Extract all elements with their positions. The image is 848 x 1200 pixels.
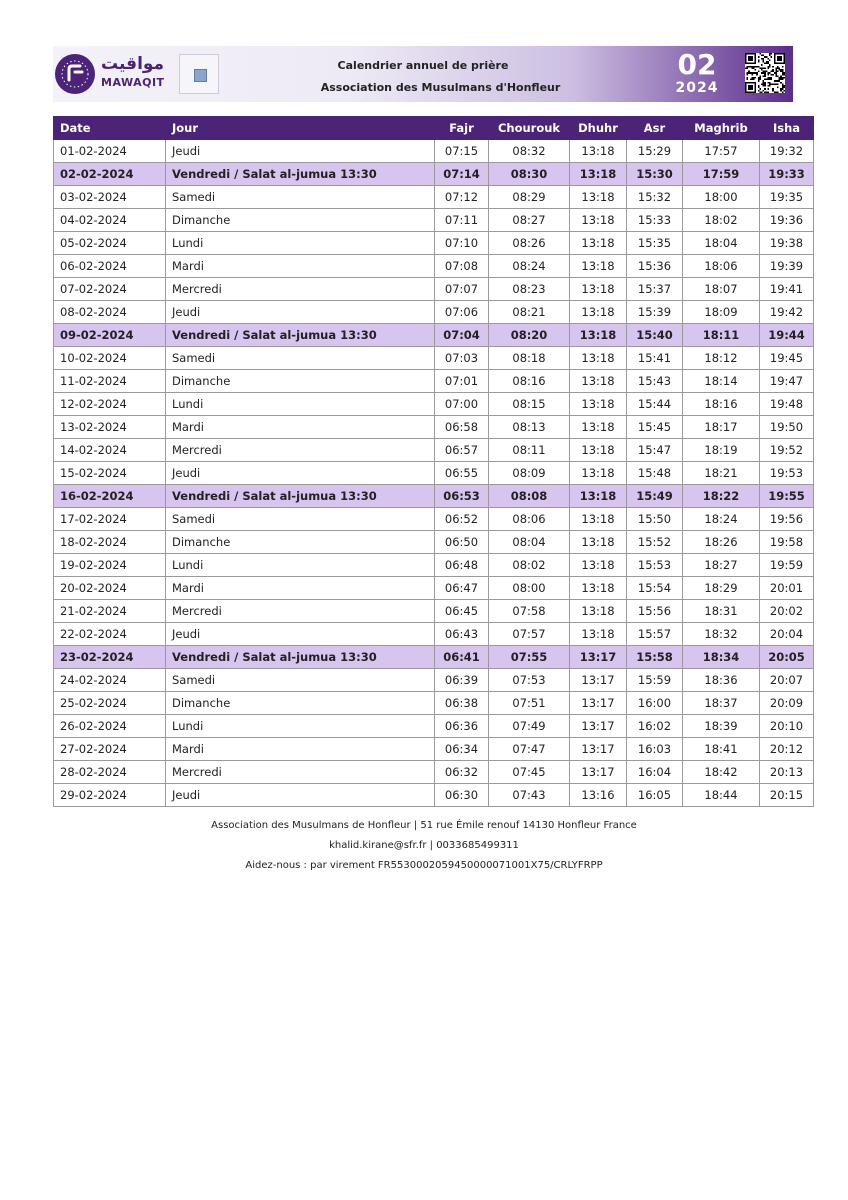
cell-date: 12-02-2024	[54, 393, 166, 416]
cell-chourouk: 08:04	[489, 531, 570, 554]
cell-maghrib: 18:37	[683, 692, 760, 715]
cell-fajr: 06:47	[435, 577, 489, 600]
cell-chourouk: 07:57	[489, 623, 570, 646]
table-row	[54, 416, 814, 439]
footer-address: Association des Musulmans de Honfleur | 51 rue Émile renouf 14130 Honfleur France	[211, 820, 637, 831]
cell-fajr: 06:50	[435, 531, 489, 554]
cell-chourouk: 08:27	[489, 209, 570, 232]
cell-chourouk: 08:21	[489, 301, 570, 324]
header-chourouk: Chourouk	[489, 117, 570, 140]
cell-date: 07-02-2024	[54, 278, 166, 301]
cell-chourouk: 08:15	[489, 393, 570, 416]
table-row	[54, 784, 814, 807]
cell-isha: 19:39	[760, 255, 814, 278]
table-row	[54, 531, 814, 554]
cell-jour: Dimanche	[166, 692, 435, 715]
cell-fajr: 06:52	[435, 508, 489, 531]
cell-fajr: 07:15	[435, 140, 489, 163]
cell-jour: Mercredi	[166, 439, 435, 462]
cell-jour: Mardi	[166, 577, 435, 600]
cell-dhuhr: 13:18	[570, 439, 627, 462]
cell-date: 24-02-2024	[54, 669, 166, 692]
qr-code-icon	[745, 53, 785, 93]
cell-date: 10-02-2024	[54, 347, 166, 370]
cell-asr: 15:59	[627, 669, 683, 692]
month-number: 02	[677, 48, 717, 81]
cell-dhuhr: 13:17	[570, 761, 627, 784]
cell-jour: Lundi	[166, 393, 435, 416]
cell-chourouk: 08:20	[489, 324, 570, 347]
cell-asr: 15:43	[627, 370, 683, 393]
table-row	[54, 485, 814, 508]
cell-jour: Mercredi	[166, 278, 435, 301]
cell-jour: Vendredi / Salat al-jumua 13:30	[166, 485, 435, 508]
table-row	[54, 554, 814, 577]
cell-fajr: 06:30	[435, 784, 489, 807]
cell-fajr: 06:34	[435, 738, 489, 761]
cell-date: 27-02-2024	[54, 738, 166, 761]
cell-isha: 19:52	[760, 439, 814, 462]
cell-maghrib: 18:02	[683, 209, 760, 232]
cell-asr: 15:29	[627, 140, 683, 163]
cell-fajr: 07:07	[435, 278, 489, 301]
cell-jour: Jeudi	[166, 301, 435, 324]
cell-dhuhr: 13:18	[570, 278, 627, 301]
cell-isha: 20:13	[760, 761, 814, 784]
header-maghrib: Maghrib	[683, 117, 760, 140]
cell-asr: 15:39	[627, 301, 683, 324]
cell-maghrib: 17:57	[683, 140, 760, 163]
cell-asr: 15:49	[627, 485, 683, 508]
cell-dhuhr: 13:18	[570, 416, 627, 439]
cell-isha: 19:45	[760, 347, 814, 370]
cell-asr: 15:41	[627, 347, 683, 370]
cell-isha: 19:44	[760, 324, 814, 347]
cell-date: 22-02-2024	[54, 623, 166, 646]
cell-isha: 20:10	[760, 715, 814, 738]
cell-isha: 19:32	[760, 140, 814, 163]
cell-fajr: 06:48	[435, 554, 489, 577]
table-header-row	[54, 117, 814, 140]
footer-donation: Aidez-nous : par virement FR5530002059450000071001X75/CRLYFRPP	[245, 860, 603, 871]
cell-date: 04-02-2024	[54, 209, 166, 232]
cell-isha: 20:04	[760, 623, 814, 646]
cell-date: 17-02-2024	[54, 508, 166, 531]
cell-jour: Jeudi	[166, 623, 435, 646]
cell-asr: 16:04	[627, 761, 683, 784]
cell-dhuhr: 13:18	[570, 508, 627, 531]
cell-dhuhr: 13:18	[570, 140, 627, 163]
cell-chourouk: 08:29	[489, 186, 570, 209]
header-dhuhr: Dhuhr	[570, 117, 627, 140]
cell-asr: 15:33	[627, 209, 683, 232]
cell-jour: Dimanche	[166, 209, 435, 232]
cell-fajr: 07:08	[435, 255, 489, 278]
cell-chourouk: 07:43	[489, 784, 570, 807]
table-row	[54, 462, 814, 485]
cell-maghrib: 18:21	[683, 462, 760, 485]
cell-chourouk: 07:47	[489, 738, 570, 761]
cell-chourouk: 08:32	[489, 140, 570, 163]
cell-asr: 15:36	[627, 255, 683, 278]
cell-maghrib: 18:31	[683, 600, 760, 623]
cell-chourouk: 07:58	[489, 600, 570, 623]
cell-asr: 16:02	[627, 715, 683, 738]
cell-fajr: 06:43	[435, 623, 489, 646]
cell-maghrib: 18:36	[683, 669, 760, 692]
cell-isha: 20:01	[760, 577, 814, 600]
cell-fajr: 07:06	[435, 301, 489, 324]
cell-jour: Jeudi	[166, 462, 435, 485]
cell-jour: Mardi	[166, 416, 435, 439]
cell-chourouk: 08:16	[489, 370, 570, 393]
cell-dhuhr: 13:18	[570, 462, 627, 485]
cell-maghrib: 18:41	[683, 738, 760, 761]
cell-date: 06-02-2024	[54, 255, 166, 278]
cell-fajr: 07:00	[435, 393, 489, 416]
cell-fajr: 06:38	[435, 692, 489, 715]
cell-jour: Samedi	[166, 508, 435, 531]
header-date: Date	[54, 117, 166, 140]
cell-maghrib: 18:22	[683, 485, 760, 508]
cell-isha: 19:53	[760, 462, 814, 485]
header-isha: Isha	[760, 117, 814, 140]
cell-date: 18-02-2024	[54, 531, 166, 554]
cell-dhuhr: 13:16	[570, 784, 627, 807]
cell-isha: 19:59	[760, 554, 814, 577]
cell-asr: 15:57	[627, 623, 683, 646]
cell-asr: 15:32	[627, 186, 683, 209]
table-row	[54, 393, 814, 416]
cell-dhuhr: 13:18	[570, 232, 627, 255]
cell-fajr: 07:03	[435, 347, 489, 370]
cell-maghrib: 18:44	[683, 784, 760, 807]
cell-isha: 19:58	[760, 531, 814, 554]
cell-dhuhr: 13:17	[570, 669, 627, 692]
cell-chourouk: 08:00	[489, 577, 570, 600]
table-row	[54, 761, 814, 784]
table-row	[54, 439, 814, 462]
cell-jour: Jeudi	[166, 140, 435, 163]
cell-chourouk: 07:49	[489, 715, 570, 738]
cell-jour: Mardi	[166, 738, 435, 761]
cell-isha: 19:50	[760, 416, 814, 439]
cell-asr: 15:30	[627, 163, 683, 186]
cell-maghrib: 17:59	[683, 163, 760, 186]
cell-jour: Jeudi	[166, 784, 435, 807]
cell-isha: 19:48	[760, 393, 814, 416]
cell-fajr: 07:12	[435, 186, 489, 209]
cell-dhuhr: 13:18	[570, 186, 627, 209]
cell-dhuhr: 13:18	[570, 370, 627, 393]
cell-maghrib: 18:26	[683, 531, 760, 554]
cell-chourouk: 08:26	[489, 232, 570, 255]
cell-asr: 15:54	[627, 577, 683, 600]
table-row	[54, 301, 814, 324]
table-row	[54, 347, 814, 370]
cell-isha: 20:15	[760, 784, 814, 807]
cell-dhuhr: 13:17	[570, 646, 627, 669]
table-row	[54, 186, 814, 209]
cell-date: 14-02-2024	[54, 439, 166, 462]
cell-maghrib: 18:27	[683, 554, 760, 577]
cell-fajr: 07:14	[435, 163, 489, 186]
cell-maghrib: 18:12	[683, 347, 760, 370]
cell-jour: Lundi	[166, 715, 435, 738]
cell-asr: 16:03	[627, 738, 683, 761]
logo-arabic-text: مواقيت	[101, 54, 165, 74]
cell-date: 21-02-2024	[54, 600, 166, 623]
cell-maghrib: 18:11	[683, 324, 760, 347]
cell-chourouk: 08:24	[489, 255, 570, 278]
cell-isha: 19:42	[760, 301, 814, 324]
cell-isha: 20:05	[760, 646, 814, 669]
cell-dhuhr: 13:18	[570, 485, 627, 508]
cell-chourouk: 08:30	[489, 163, 570, 186]
cell-fajr: 06:45	[435, 600, 489, 623]
cell-chourouk: 08:06	[489, 508, 570, 531]
header-asr: Asr	[627, 117, 683, 140]
cell-jour: Vendredi / Salat al-jumua 13:30	[166, 324, 435, 347]
cell-chourouk: 08:02	[489, 554, 570, 577]
header-jour: Jour	[166, 117, 435, 140]
cell-chourouk: 08:09	[489, 462, 570, 485]
table-row	[54, 646, 814, 669]
cell-maghrib: 18:42	[683, 761, 760, 784]
cell-dhuhr: 13:18	[570, 209, 627, 232]
cell-jour: Vendredi / Salat al-jumua 13:30	[166, 646, 435, 669]
cell-dhuhr: 13:18	[570, 554, 627, 577]
cell-date: 09-02-2024	[54, 324, 166, 347]
cell-isha: 20:02	[760, 600, 814, 623]
table-row	[54, 738, 814, 761]
cell-maghrib: 18:19	[683, 439, 760, 462]
cell-dhuhr: 13:18	[570, 531, 627, 554]
cell-maghrib: 18:14	[683, 370, 760, 393]
cell-isha: 19:41	[760, 278, 814, 301]
cell-maghrib: 18:00	[683, 186, 760, 209]
cell-asr: 16:05	[627, 784, 683, 807]
cell-fajr: 07:11	[435, 209, 489, 232]
cell-maghrib: 18:07	[683, 278, 760, 301]
footer-contact: khalid.kirane@sfr.fr | 0033685499311	[329, 840, 519, 851]
cell-dhuhr: 13:17	[570, 692, 627, 715]
cell-fajr: 06:58	[435, 416, 489, 439]
cell-maghrib: 18:06	[683, 255, 760, 278]
cell-maghrib: 18:39	[683, 715, 760, 738]
cell-date: 01-02-2024	[54, 140, 166, 163]
cell-chourouk: 07:53	[489, 669, 570, 692]
cell-jour: Vendredi / Salat al-jumua 13:30	[166, 163, 435, 186]
cell-date: 20-02-2024	[54, 577, 166, 600]
page-subtitle: Association des Musulmans d'Honfleur	[320, 81, 561, 94]
cell-chourouk: 08:18	[489, 347, 570, 370]
cell-isha: 19:36	[760, 209, 814, 232]
table-row	[54, 140, 814, 163]
cell-isha: 19:55	[760, 485, 814, 508]
cell-fajr: 06:41	[435, 646, 489, 669]
cell-date: 29-02-2024	[54, 784, 166, 807]
cell-isha: 20:07	[760, 669, 814, 692]
cell-asr: 15:58	[627, 646, 683, 669]
cell-maghrib: 18:34	[683, 646, 760, 669]
cell-asr: 16:00	[627, 692, 683, 715]
table-row	[54, 508, 814, 531]
table-row	[54, 577, 814, 600]
cell-isha: 20:12	[760, 738, 814, 761]
cell-isha: 19:47	[760, 370, 814, 393]
cell-asr: 15:50	[627, 508, 683, 531]
cell-jour: Samedi	[166, 669, 435, 692]
cell-dhuhr: 13:18	[570, 577, 627, 600]
cell-chourouk: 08:08	[489, 485, 570, 508]
table-row	[54, 278, 814, 301]
cell-jour: Dimanche	[166, 531, 435, 554]
cell-isha: 19:38	[760, 232, 814, 255]
cell-fajr: 07:04	[435, 324, 489, 347]
cell-asr: 15:52	[627, 531, 683, 554]
cell-fajr: 07:01	[435, 370, 489, 393]
cell-date: 16-02-2024	[54, 485, 166, 508]
prayer-times-table	[53, 116, 814, 807]
cell-fajr: 06:36	[435, 715, 489, 738]
cell-isha: 19:33	[760, 163, 814, 186]
cell-date: 23-02-2024	[54, 646, 166, 669]
cell-maghrib: 18:24	[683, 508, 760, 531]
logo-latin-text: MAWAQIT	[101, 76, 165, 89]
page-header	[53, 46, 793, 102]
table-row	[54, 600, 814, 623]
cell-date: 25-02-2024	[54, 692, 166, 715]
cell-jour: Mercredi	[166, 761, 435, 784]
cell-date: 11-02-2024	[54, 370, 166, 393]
cell-chourouk: 07:51	[489, 692, 570, 715]
cell-fajr: 06:53	[435, 485, 489, 508]
cell-asr: 15:35	[627, 232, 683, 255]
cell-dhuhr: 13:18	[570, 301, 627, 324]
table-row	[54, 255, 814, 278]
cell-dhuhr: 13:18	[570, 623, 627, 646]
cell-dhuhr: 13:18	[570, 393, 627, 416]
cell-asr: 15:47	[627, 439, 683, 462]
cell-chourouk: 08:23	[489, 278, 570, 301]
cell-asr: 15:40	[627, 324, 683, 347]
cell-isha: 19:35	[760, 186, 814, 209]
cell-asr: 15:44	[627, 393, 683, 416]
cell-asr: 15:53	[627, 554, 683, 577]
table-row	[54, 324, 814, 347]
table-row	[54, 692, 814, 715]
cell-dhuhr: 13:18	[570, 600, 627, 623]
cell-jour: Samedi	[166, 186, 435, 209]
cell-date: 26-02-2024	[54, 715, 166, 738]
cell-fajr: 06:57	[435, 439, 489, 462]
table-row	[54, 163, 814, 186]
cell-date: 08-02-2024	[54, 301, 166, 324]
cell-fajr: 06:55	[435, 462, 489, 485]
cell-asr: 15:56	[627, 600, 683, 623]
cell-maghrib: 18:17	[683, 416, 760, 439]
cell-dhuhr: 13:18	[570, 324, 627, 347]
cell-maghrib: 18:16	[683, 393, 760, 416]
cell-chourouk: 07:55	[489, 646, 570, 669]
table-row	[54, 232, 814, 255]
cell-jour: Samedi	[166, 347, 435, 370]
cell-chourouk: 08:11	[489, 439, 570, 462]
page-title: Calendrier annuel de prière	[337, 59, 509, 72]
cell-maghrib: 18:29	[683, 577, 760, 600]
cell-maghrib: 18:32	[683, 623, 760, 646]
year-number: 2024	[675, 80, 719, 96]
cell-jour: Lundi	[166, 232, 435, 255]
cell-dhuhr: 13:18	[570, 163, 627, 186]
cell-maghrib: 18:09	[683, 301, 760, 324]
cell-dhuhr: 13:17	[570, 715, 627, 738]
cell-fajr: 06:32	[435, 761, 489, 784]
cell-jour: Mercredi	[166, 600, 435, 623]
table-row	[54, 715, 814, 738]
cell-asr: 15:45	[627, 416, 683, 439]
cell-fajr: 06:39	[435, 669, 489, 692]
cell-jour: Dimanche	[166, 370, 435, 393]
cell-maghrib: 18:04	[683, 232, 760, 255]
cell-isha: 19:56	[760, 508, 814, 531]
table-row	[54, 669, 814, 692]
cell-jour: Lundi	[166, 554, 435, 577]
cell-asr: 15:37	[627, 278, 683, 301]
cell-date: 13-02-2024	[54, 416, 166, 439]
cell-date: 02-02-2024	[54, 163, 166, 186]
cell-dhuhr: 13:18	[570, 255, 627, 278]
cell-isha: 20:09	[760, 692, 814, 715]
cell-asr: 15:48	[627, 462, 683, 485]
cell-date: 19-02-2024	[54, 554, 166, 577]
cell-dhuhr: 13:18	[570, 347, 627, 370]
table-row	[54, 209, 814, 232]
table-row	[54, 370, 814, 393]
cell-date: 15-02-2024	[54, 462, 166, 485]
cell-chourouk: 08:13	[489, 416, 570, 439]
cell-date: 03-02-2024	[54, 186, 166, 209]
table-row	[54, 623, 814, 646]
cell-date: 28-02-2024	[54, 761, 166, 784]
cell-date: 05-02-2024	[54, 232, 166, 255]
cell-chourouk: 07:45	[489, 761, 570, 784]
cell-jour: Mardi	[166, 255, 435, 278]
cell-dhuhr: 13:17	[570, 738, 627, 761]
header-fajr: Fajr	[435, 117, 489, 140]
cell-fajr: 07:10	[435, 232, 489, 255]
